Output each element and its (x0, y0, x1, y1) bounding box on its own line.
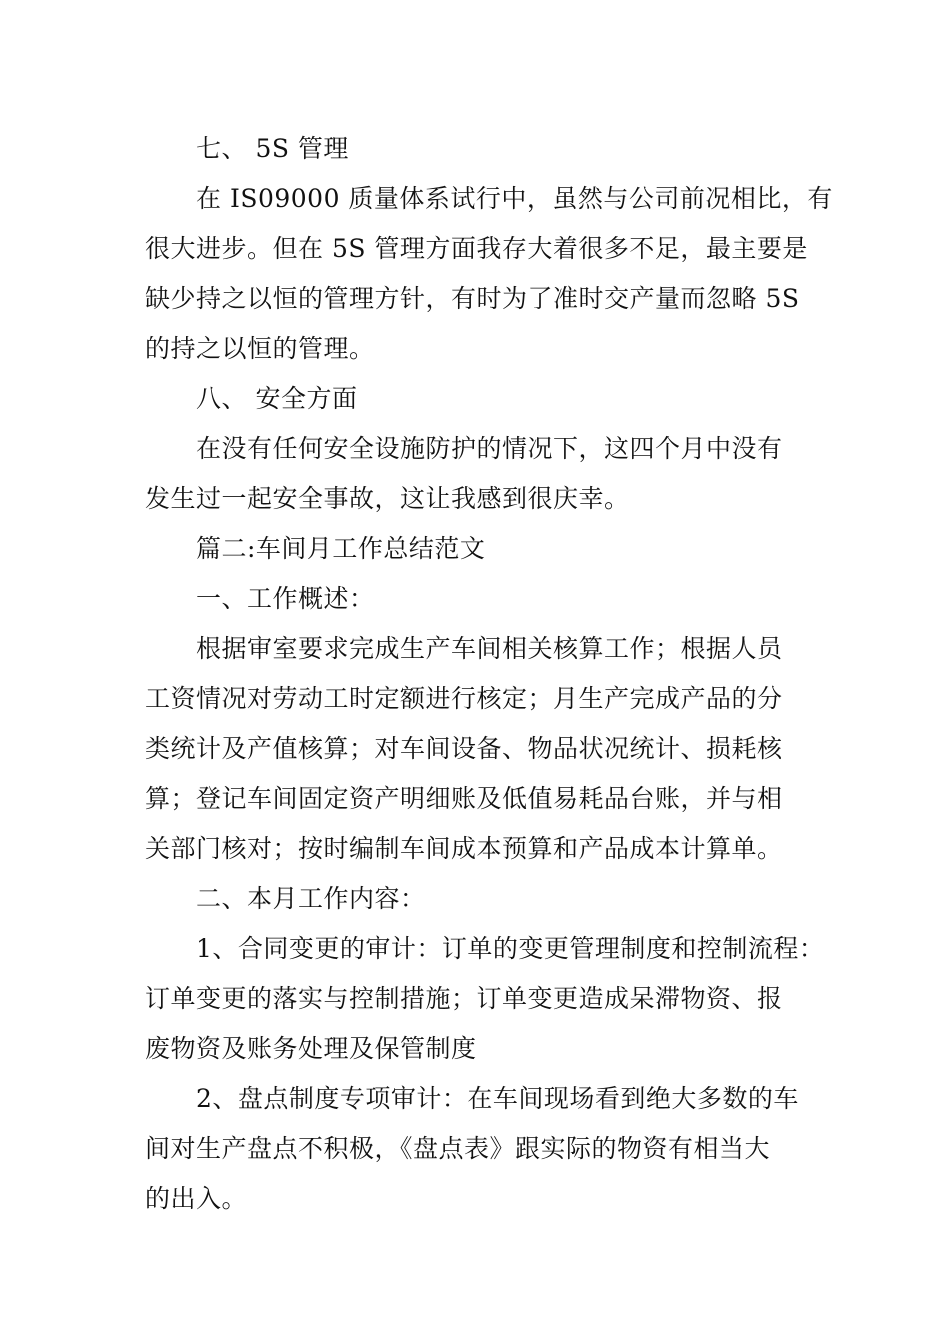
paragraph-line: 关部门核对；按时编制车间成本预算和产品成本计算单。 (145, 834, 783, 863)
paragraph-line: 1、合同变更的审计：订单的变更管理制度和控制流程： (196, 934, 825, 963)
paragraph-line: 发生过一起安全事故，这让我感到很庆幸。 (145, 484, 630, 513)
paragraph-line: 废物资及账务处理及保管制度 (145, 1034, 477, 1063)
paragraph-line: 类统计及产值核算；对车间设备、物品状况统计、损耗核 (145, 734, 783, 763)
paragraph-line: 间对生产盘点不积极，《盘点表》跟实际的物资有相当大 (145, 1134, 771, 1163)
section-heading-overview: 一、工作概述： (196, 584, 375, 613)
paragraph-line: 的持之以恒的管理。 (145, 334, 375, 363)
article-title: 篇二:车间月工作总结范文 (196, 534, 486, 563)
paragraph-line: 工资情况对劳动工时定额进行核定；月生产完成产品的分 (145, 684, 783, 713)
paragraph-line: 缺少持之以恒的管理方针，有时为了准时交产量而忽略 5S (145, 284, 800, 313)
paragraph-line: 根据审室要求完成生产车间相关核算工作；根据人员 (196, 634, 783, 663)
section-heading-safety: 八、 安全方面 (196, 384, 358, 413)
paragraph-line: 很大进步。但在 5S 管理方面我存大着很多不足，最主要是 (145, 234, 808, 263)
paragraph-line: 在没有任何安全设施防护的情况下，这四个月中没有 (196, 434, 783, 463)
paragraph-line: 算；登记车间固定资产明细账及低值易耗品台账，并与相 (145, 784, 783, 813)
paragraph-line: 订单变更的落实与控制措施；订单变更造成呆滞物资、报 (145, 984, 783, 1013)
section-heading-5s: 七、 5S 管理 (196, 134, 349, 163)
paragraph-line: 的出入。 (145, 1184, 248, 1213)
section-heading-content: 二、本月工作内容： (196, 884, 426, 913)
paragraph-line: 2、盘点制度专项审计：在车间现场看到绝大多数的车 (196, 1084, 799, 1113)
paragraph-line: 在 IS09000 质量体系试行中，虽然与公司前况相比，有 (196, 184, 833, 213)
